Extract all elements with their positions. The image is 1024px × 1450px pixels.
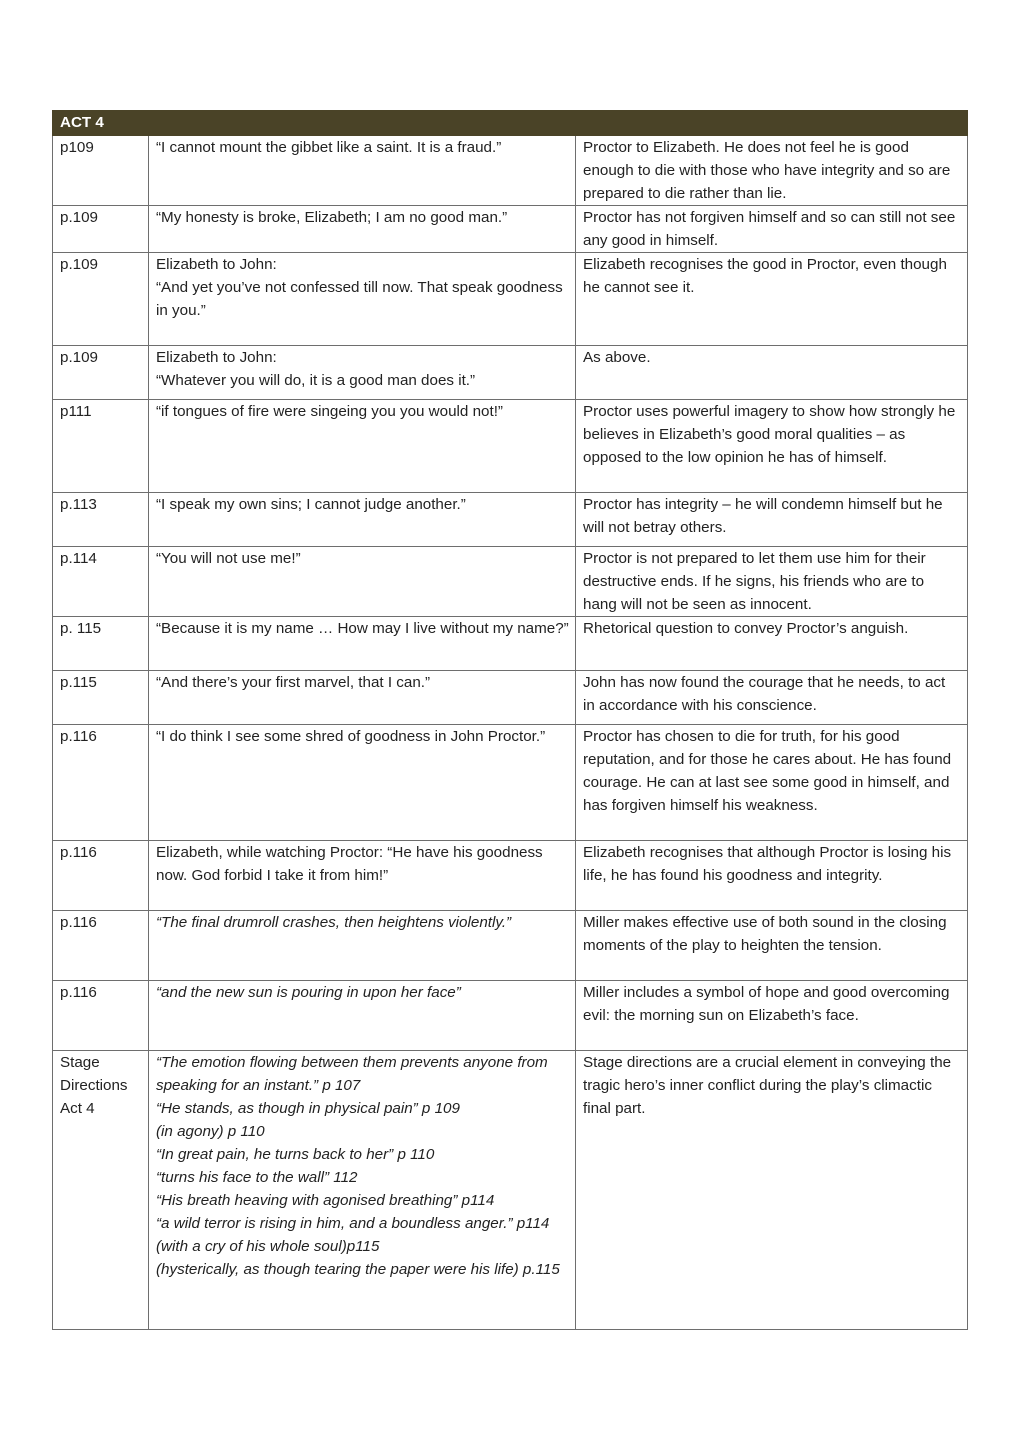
stage-directions-label [53,1051,149,1330]
page-ref: p.116 [53,841,149,911]
stage-direction-quote: (hysterically, as though tearing the paper were his life) p.115 [156,1261,560,1278]
quote-line: Elizabeth, while watching Proctor: “He have his goodness now. God forbid I take it from him!” [156,844,543,884]
header-cell-quote [149,111,576,136]
quote-line: “And yet you’ve not confessed till now. That speak goodness in you.” [156,279,563,319]
stage-directions-quotes [149,1051,576,1330]
page-ref: p.116 [53,725,149,841]
stage-directions-comment: Stage directions are a crucial element in conveying the tragic hero’s inner conflict during the play’s climactic final part. [576,1051,968,1330]
comment-cell: Proctor has integrity – he will condemn himself but he will not betray others. [576,493,968,547]
quote-cell [149,493,576,547]
table-row [53,981,968,1051]
stage-direction-quote: “In great pain, he turns back to her” p 110 [156,1146,435,1163]
comment-cell: Miller includes a symbol of hope and good overcoming evil: the morning sun on Elizabeth’s face. [576,981,968,1051]
table-row [53,253,968,346]
stage-label-line: Directions [60,1077,128,1094]
quote-cell [149,981,576,1051]
quotes-table [52,110,968,1330]
comment-cell: Proctor has chosen to die for truth, for his good reputation, and for those he cares about. He has found courage. He can at last see some good in himself, and has forgiven himself his weakness. [576,725,968,841]
stage-direction-quote: (in agony) p 110 [156,1123,265,1140]
quote-cell [149,841,576,911]
page-ref: p.113 [53,493,149,547]
quote-line: “I speak my own sins; I cannot judge another.” [156,496,466,513]
stage-direction-quote: “He stands, as though in physical pain” p 109 [156,1100,460,1117]
quote-line: “Whatever you will do, it is a good man does it.” [156,372,476,389]
stage-direction-quote: (with a cry of his whole soul)p115 [156,1238,380,1255]
table-row [53,911,968,981]
table-row [53,547,968,617]
quote-cell [149,253,576,346]
comment-cell: Elizabeth recognises that although Proctor is losing his life, he has found his goodness and integrity. [576,841,968,911]
quote-cell [149,911,576,981]
quote-cell [149,400,576,493]
quote-cell [149,547,576,617]
page-ref: p.115 [53,671,149,725]
quote-cell [149,671,576,725]
comment-cell: Elizabeth recognises the good in Proctor, even though he cannot see it. [576,253,968,346]
stage-direction-quote: “His breath heaving with agonised breathing” p114 [156,1192,495,1209]
page-ref: p.109 [53,253,149,346]
page-ref: p. 115 [53,617,149,671]
quote-line: “Because it is my name … How may I live without my name?” [156,620,569,637]
page-ref: p.116 [53,981,149,1051]
header-cell-comment [576,111,968,136]
document-page [52,110,967,1330]
quote-line: Elizabeth to John: [156,256,277,273]
quote-cell [149,136,576,206]
table-row [53,671,968,725]
quote-cell [149,725,576,841]
act-label: ACT 4 [53,111,149,136]
comment-cell: John has now found the courage that he needs, to act in accordance with his conscience. [576,671,968,725]
comment-cell: Proctor is not prepared to let them use him for their destructive ends. If he signs, his friends who are to hang will not be seen as innocent. [576,547,968,617]
stage-directions-row [53,1051,968,1330]
page-ref: p109 [53,136,149,206]
stage-label-line: Act 4 [60,1100,95,1117]
page-ref: p.116 [53,911,149,981]
quote-cell [149,206,576,253]
table-row [53,206,968,253]
quote-line: “I do think I see some shred of goodness in John Proctor.” [156,728,546,745]
stage-direction-quote: “The emotion flowing between them prevents anyone from speaking for an instant.” p 107 [156,1054,548,1094]
table-row [53,841,968,911]
table-row [53,617,968,671]
table-row [53,136,968,206]
page-ref: p111 [53,400,149,493]
comment-cell: Miller makes effective use of both sound in the closing moments of the play to heighten the tension. [576,911,968,981]
table-row [53,493,968,547]
table-row [53,400,968,493]
quote-line: “and the new sun is pouring in upon her face” [156,984,461,1001]
quote-line: “if tongues of fire were singeing you you would not!” [156,403,503,420]
comment-cell: Proctor has not forgiven himself and so can still not see any good in himself. [576,206,968,253]
quote-line: “The final drumroll crashes, then heightens violently.” [156,914,512,931]
table-row [53,725,968,841]
page-ref: p.109 [53,206,149,253]
page-ref: p.109 [53,346,149,400]
quote-line: Elizabeth to John: [156,349,277,366]
quote-line: “And there’s your first marvel, that I can.” [156,674,431,691]
quote-line: “My honesty is broke, Elizabeth; I am no good man.” [156,209,508,226]
quote-line: “You will not use me!” [156,550,301,567]
quote-cell [149,346,576,400]
stage-label-line: Stage [60,1054,100,1071]
comment-cell: Proctor uses powerful imagery to show how strongly he believes in Elizabeth’s good moral qualities – as opposed to the low opinion he has of himself. [576,400,968,493]
table-header-row [53,111,968,136]
stage-direction-quote: “a wild terror is rising in him, and a boundless anger.” p114 [156,1215,550,1232]
quote-cell [149,617,576,671]
table-row [53,346,968,400]
comment-cell: Rhetorical question to convey Proctor’s anguish. [576,617,968,671]
page-ref: p.114 [53,547,149,617]
comment-cell: Proctor to Elizabeth. He does not feel he is good enough to die with those who have integrity and so are prepared to die rather than lie. [576,136,968,206]
stage-direction-quote: “turns his face to the wall” 112 [156,1169,358,1186]
comment-cell: As above. [576,346,968,400]
quote-line: “I cannot mount the gibbet like a saint. It is a fraud.” [156,139,502,156]
